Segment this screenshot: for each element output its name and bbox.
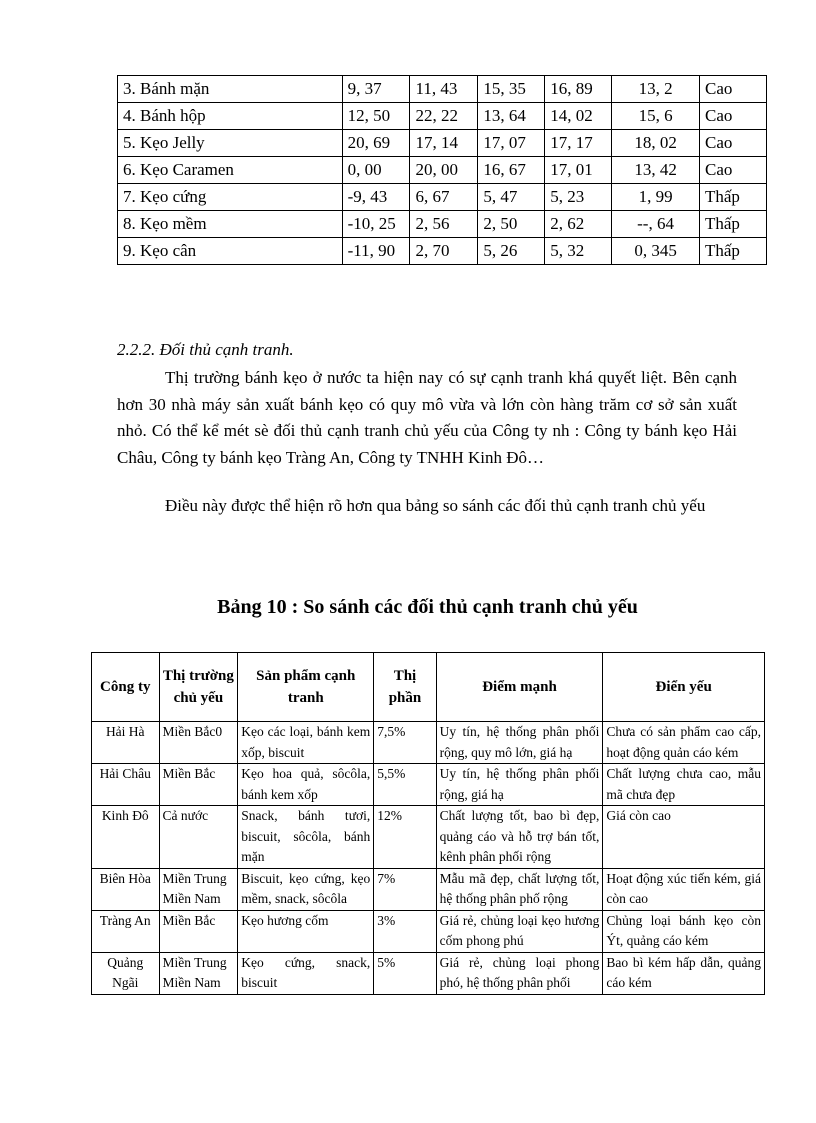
table-row <box>92 952 765 994</box>
share-cell: 3% <box>374 910 436 952</box>
value-cell: 17, 07 <box>478 130 545 157</box>
value-cell: -10, 25 <box>342 211 410 238</box>
table-row <box>118 76 767 103</box>
company-cell: Hải Châu <box>92 764 160 806</box>
strength-cell: Mẫu mã đẹp, chất lượng tốt, hệ thống phân phố rộng <box>436 868 603 910</box>
table-caption: Bảng 10 : So sánh các đối thủ cạnh tranh chủ yếu <box>217 596 638 618</box>
market-cell: Miền Bắc <box>159 910 238 952</box>
column-header: Điển yếu <box>603 653 765 722</box>
share-cell: 5,5% <box>374 764 436 806</box>
value-cell: 6, 67 <box>410 184 478 211</box>
value-cell: 5, 23 <box>545 184 612 211</box>
strength-cell: Uy tín, hệ thống phân phối rộng, giá hạ <box>436 764 603 806</box>
company-cell: Quảng Ngãi <box>92 952 160 994</box>
column-header: Điểm mạnh <box>436 653 603 722</box>
value-cell: 13, 64 <box>478 103 545 130</box>
share-cell: 7% <box>374 868 436 910</box>
table-row <box>118 211 767 238</box>
product-cell: 6. Kẹo Caramen <box>118 157 343 184</box>
level-cell: Thấp <box>699 238 766 265</box>
table-row <box>118 238 767 265</box>
strength-cell: Uy tín, hệ thống phân phối rộng, quy mô lớn, giá hạ <box>436 722 603 764</box>
market-cell: Miền Trung Miền Nam <box>159 952 238 994</box>
growth-table <box>117 75 767 265</box>
table-row <box>92 806 765 869</box>
body-paragraph: Điều này được thể hiện rõ hơn qua bảng so sánh các đối thủ cạnh tranh chủ yếu <box>165 496 706 515</box>
table-row <box>92 722 765 764</box>
weakness-cell: Chất lượng chưa cao, mẫu mã chưa đẹp <box>603 764 765 806</box>
product-cell: Kẹo hoa quả, sôcôla, bánh kem xốp <box>238 764 374 806</box>
weakness-cell: Chủng loại bánh kẹo còn Ýt, quảng cáo kém <box>603 910 765 952</box>
product-cell: 5. Kẹo Jelly <box>118 130 343 157</box>
table-row <box>118 130 767 157</box>
value-cell: 15, 35 <box>478 76 545 103</box>
weakness-cell: Giá còn cao <box>603 806 765 869</box>
value-cell: -11, 90 <box>342 238 410 265</box>
table-header-row <box>92 653 765 722</box>
value-cell: 5, 32 <box>545 238 612 265</box>
value-cell: 20, 00 <box>410 157 478 184</box>
product-cell: Kẹo hương cốm <box>238 910 374 952</box>
value-cell: 22, 22 <box>410 103 478 130</box>
table-row <box>92 868 765 910</box>
company-cell: Tràng An <box>92 910 160 952</box>
value-cell: 2, 70 <box>410 238 478 265</box>
value-cell: 16, 67 <box>478 157 545 184</box>
competitor-table <box>91 652 765 995</box>
weakness-cell: Bao bì kém hấp dẫn, quảng cáo kém <box>603 952 765 994</box>
average-cell: 13, 2 <box>612 76 700 103</box>
product-cell: 4. Bánh hộp <box>118 103 343 130</box>
average-cell: --, 64 <box>612 211 700 238</box>
average-cell: 13, 42 <box>612 157 700 184</box>
value-cell: 2, 62 <box>545 211 612 238</box>
weakness-cell: Chưa có sản phẩm cao cấp, hoạt động quản cáo kém <box>603 722 765 764</box>
level-cell: Cao <box>699 130 766 157</box>
table-row <box>118 157 767 184</box>
value-cell: 17, 01 <box>545 157 612 184</box>
value-cell: 17, 17 <box>545 130 612 157</box>
level-cell: Cao <box>699 103 766 130</box>
value-cell: 2, 56 <box>410 211 478 238</box>
value-cell: 17, 14 <box>410 130 478 157</box>
level-cell: Thấp <box>699 184 766 211</box>
value-cell: 5, 47 <box>478 184 545 211</box>
table-row <box>92 910 765 952</box>
share-cell: 5% <box>374 952 436 994</box>
product-cell: 9. Kẹo cân <box>118 238 343 265</box>
average-cell: 1, 99 <box>612 184 700 211</box>
market-cell: Miền Bắc <box>159 764 238 806</box>
value-cell: 2, 50 <box>478 211 545 238</box>
body-paragraph: Thị trường bánh kẹo ở nước ta hiện nay có sự cạnh tranh khá quyết liệt. Bên cạnh hơn 30 nhà máy sản xuất bánh kẹo có quy mô vừa và lớn còn hàng trăm cơ sở sản xuất nhỏ. Có thể kể mét sè đối thủ cạnh tranh chủ yếu của Công ty nh : Công ty bánh kẹo Hải Châu, Công ty bánh kẹo Tràng An, Công ty TNHH Kinh Đô… <box>117 368 737 467</box>
average-cell: 15, 6 <box>612 103 700 130</box>
share-cell: 12% <box>374 806 436 869</box>
strength-cell: Chất lượng tốt, bao bì đẹp, quảng cáo và hỗ trợ bán tốt, kênh phân phối rộng <box>436 806 603 869</box>
value-cell: 20, 69 <box>342 130 410 157</box>
strength-cell: Giá rẻ, chủng loại phong phó, hệ thống phân phối <box>436 952 603 994</box>
value-cell: -9, 43 <box>342 184 410 211</box>
value-cell: 0, 00 <box>342 157 410 184</box>
value-cell: 14, 02 <box>545 103 612 130</box>
company-cell: Kinh Đô <box>92 806 160 869</box>
value-cell: 5, 26 <box>478 238 545 265</box>
product-cell: Kẹo cứng, snack, biscuit <box>238 952 374 994</box>
value-cell: 12, 50 <box>342 103 410 130</box>
product-cell: Biscuit, kẹo cứng, kẹo mềm, snack, sôcôla <box>238 868 374 910</box>
column-header: Thị trường chủ yếu <box>159 653 238 722</box>
level-cell: Cao <box>699 157 766 184</box>
column-header: Công ty <box>92 653 160 722</box>
column-header: Sản phẩm cạnh tranh <box>238 653 374 722</box>
product-cell: Kẹo các loại, bánh kem xốp, biscuit <box>238 722 374 764</box>
table-row <box>118 184 767 211</box>
table-row <box>118 103 767 130</box>
level-cell: Cao <box>699 76 766 103</box>
weakness-cell: Hoạt động xúc tiến kém, giá còn cao <box>603 868 765 910</box>
strength-cell: Giá rẻ, chủng loại kẹo hương cốm phong phú <box>436 910 603 952</box>
column-header: Thị phần <box>374 653 436 722</box>
average-cell: 0, 345 <box>612 238 700 265</box>
product-cell: 8. Kẹo mềm <box>118 211 343 238</box>
product-cell: Snack, bánh tươi, biscuit, sôcôla, bánh mặn <box>238 806 374 869</box>
product-cell: 3. Bánh mặn <box>118 76 343 103</box>
product-cell: 7. Kẹo cứng <box>118 184 343 211</box>
value-cell: 9, 37 <box>342 76 410 103</box>
level-cell: Thấp <box>699 211 766 238</box>
value-cell: 16, 89 <box>545 76 612 103</box>
market-cell: Miền Bắc0 <box>159 722 238 764</box>
company-cell: Biên Hòa <box>92 868 160 910</box>
share-cell: 7,5% <box>374 722 436 764</box>
company-cell: Hải Hà <box>92 722 160 764</box>
market-cell: Cả nước <box>159 806 238 869</box>
table-row <box>92 764 765 806</box>
section-heading: 2.2.2. Đối thủ cạnh tranh. <box>117 340 294 359</box>
market-cell: Miền Trung Miền Nam <box>159 868 238 910</box>
value-cell: 11, 43 <box>410 76 478 103</box>
average-cell: 18, 02 <box>612 130 700 157</box>
